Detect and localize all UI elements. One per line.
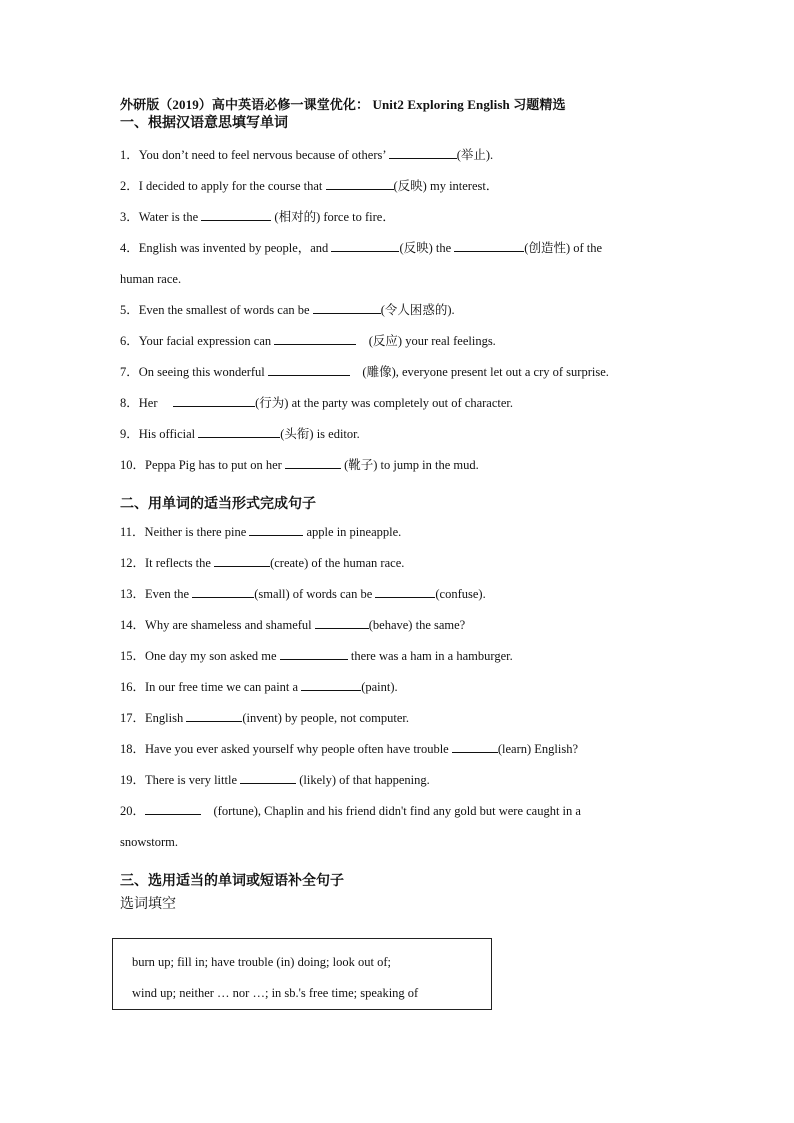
question-20: 20． (fortune), Chaplin and his friend didn't find any gold but were caught in a xyxy=(120,796,680,827)
section-1-heading: 一、根据汉语意思填写单词 xyxy=(120,116,288,131)
answer-blank[interactable] xyxy=(214,553,270,567)
question-17: 17．English (invent) by people, not computer. xyxy=(120,703,680,734)
answer-blank[interactable] xyxy=(313,300,381,314)
word-bank-label: 选词填空 xyxy=(120,896,176,912)
question-9: 9．His official (头衔) is editor. xyxy=(120,419,680,450)
question-7: 7．On seeing this wonderful (雕像), everyone present let out a cry of surprise. xyxy=(120,357,680,388)
question-11: 11．Neither is there pine apple in pineapple. xyxy=(120,517,680,548)
answer-blank[interactable] xyxy=(186,708,242,722)
answer-blank[interactable] xyxy=(173,393,255,407)
question-15: 15．One day my son asked me there was a ham in a hamburger. xyxy=(120,641,680,672)
question-12: 12．It reflects the (create) of the human race. xyxy=(120,548,680,579)
question-4-continued: human race. xyxy=(120,272,182,286)
question-18: 18．Have you ever asked yourself why people often have trouble (learn) English? xyxy=(120,734,680,765)
answer-blank[interactable] xyxy=(192,584,254,598)
worksheet xyxy=(120,96,680,914)
answer-blank[interactable] xyxy=(331,238,399,252)
answer-blank[interactable] xyxy=(452,739,498,753)
word-bank-line: wind up; neither … nor …; in sb.'s free time; speaking of xyxy=(132,986,419,1000)
answer-blank[interactable] xyxy=(285,455,341,469)
answer-blank[interactable] xyxy=(375,584,435,598)
word-bank-box xyxy=(112,938,492,1010)
answer-blank[interactable] xyxy=(145,801,201,815)
answer-blank[interactable] xyxy=(249,522,303,536)
answer-blank[interactable] xyxy=(301,677,361,691)
question-14: 14．Why are shameless and shameful (behave) the same? xyxy=(120,610,680,641)
question-20-continued: snowstorm. xyxy=(120,835,178,849)
answer-blank[interactable] xyxy=(201,207,271,221)
question-5: 5．Even the smallest of words can be (令人困惑的). xyxy=(120,295,680,326)
question-13: 13．Even the (small) of words can be (confuse). xyxy=(120,579,680,610)
document-title: 外研版（2019）高中英语必修一课堂优化： Unit2 Exploring English 习题精选 xyxy=(120,97,566,112)
section-3-heading: 三、选用适当的单词或短语补全句子 xyxy=(120,874,344,889)
question-19: 19．There is very little (likely) of that happening. xyxy=(120,765,680,796)
answer-blank[interactable] xyxy=(315,615,369,629)
answer-blank[interactable] xyxy=(454,238,524,252)
question-10: 10．Peppa Pig has to put on her (靴子) to jump in the mud. xyxy=(120,450,680,481)
answer-blank[interactable] xyxy=(198,424,280,438)
answer-blank[interactable] xyxy=(389,145,457,159)
answer-blank[interactable] xyxy=(326,176,394,190)
section-2-heading: 二、用单词的适当形式完成句子 xyxy=(120,497,316,512)
answer-blank[interactable] xyxy=(280,646,348,660)
question-16: 16．In our free time we can paint a (paint). xyxy=(120,672,680,703)
question-2: 2．I decided to apply for the course that (反映) my interest． xyxy=(120,171,680,202)
question-3: 3．Water is the (相对的) force to fire． xyxy=(120,202,680,233)
question-4: 4．English was invented by people，and (反映) the (创造性) of the xyxy=(120,233,680,264)
question-6: 6．Your facial expression can (反应) your real feelings. xyxy=(120,326,680,357)
answer-blank[interactable] xyxy=(240,770,296,784)
answer-blank[interactable] xyxy=(268,362,350,376)
question-8: 8．Her (行为) at the party was completely out of character. xyxy=(120,388,680,419)
answer-blank[interactable] xyxy=(274,331,356,345)
word-bank-line: burn up; fill in; have trouble (in) doing; look out of; xyxy=(132,955,391,969)
question-1: 1．You don’t need to feel nervous because of others’ (举止). xyxy=(120,140,680,171)
